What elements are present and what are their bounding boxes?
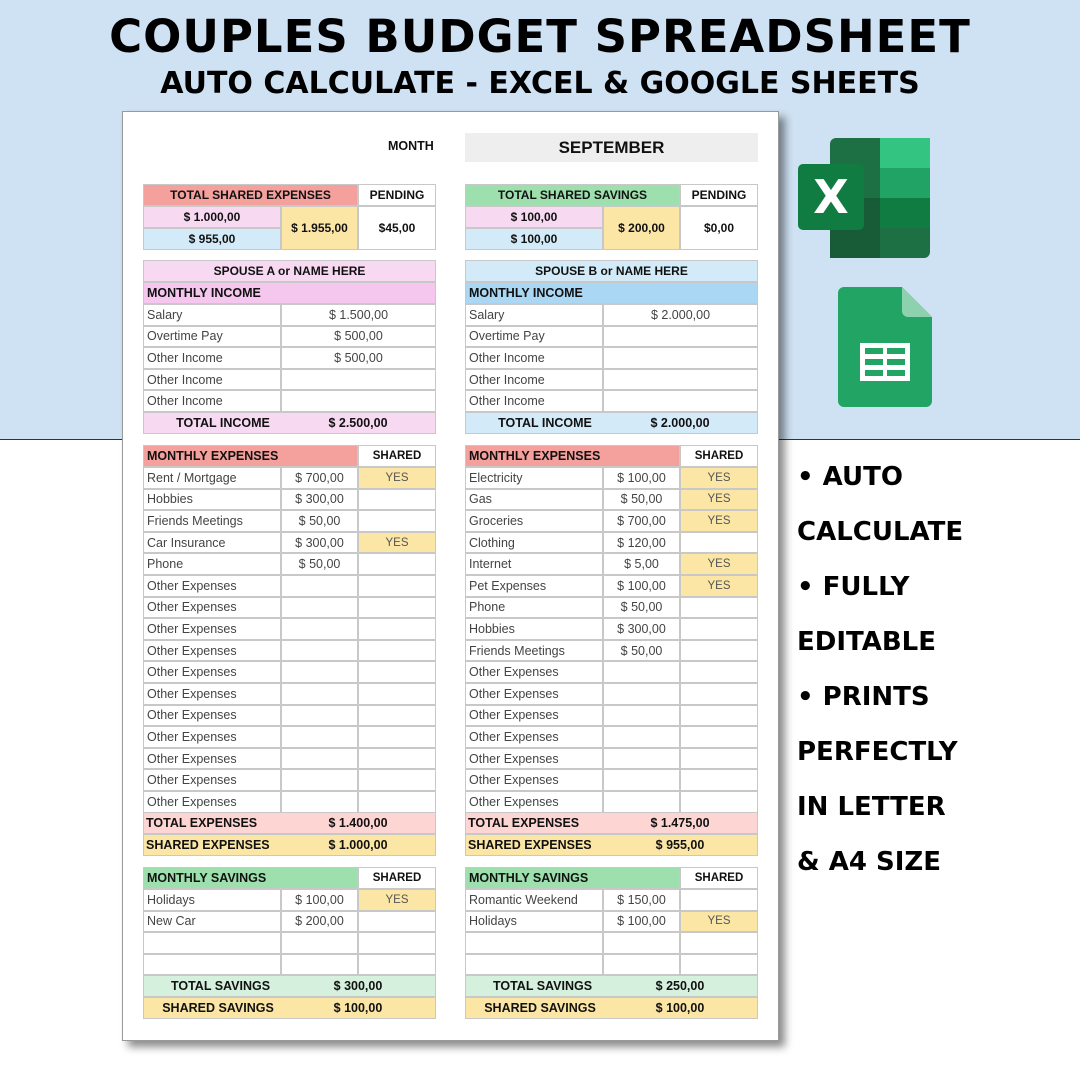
savings-shared-flag[interactable]: [680, 932, 758, 954]
expense-label[interactable]: Other Expenses: [143, 597, 281, 619]
expense-label[interactable]: Other Expenses: [465, 705, 603, 727]
expense-amount[interactable]: [281, 748, 358, 770]
expense-shared-flag[interactable]: YES: [680, 467, 758, 489]
shared-expenses-value: $ 955,00: [655, 838, 705, 852]
summary-total: $ 1.955,00: [281, 206, 358, 250]
income-amount[interactable]: $ 500,00: [281, 326, 436, 348]
expense-shared-flag[interactable]: [680, 705, 758, 727]
expense-shared-flag[interactable]: [358, 553, 436, 575]
feature-list: [797, 455, 1077, 895]
expense-label[interactable]: Friends Meetings: [143, 510, 281, 532]
shared-expenses-label: SHARED EXPENSES: [468, 838, 592, 852]
expense-label[interactable]: Other Expenses: [143, 705, 281, 727]
expense-label[interactable]: Internet: [465, 553, 603, 575]
feature-line: IN LETTER: [797, 792, 946, 822]
expense-shared-flag[interactable]: YES: [680, 510, 758, 532]
expense-label[interactable]: Groceries: [465, 510, 603, 532]
expense-amount[interactable]: $ 300,00: [603, 618, 680, 640]
expense-shared-flag[interactable]: [680, 597, 758, 619]
income-amount[interactable]: [281, 369, 436, 391]
spouse-name[interactable]: SPOUSE B or NAME HERE: [465, 260, 758, 282]
expense-label[interactable]: Other Expenses: [143, 769, 281, 791]
savings-label[interactable]: Holidays: [465, 911, 603, 933]
expense-amount[interactable]: [281, 661, 358, 683]
income-amount[interactable]: $ 500,00: [281, 347, 436, 369]
savings-shared-flag[interactable]: [680, 954, 758, 976]
savings-shared-flag[interactable]: YES: [358, 889, 436, 911]
summary-total: $ 200,00: [603, 206, 680, 250]
pending-header: PENDING: [680, 184, 758, 206]
summary-header: TOTAL SHARED SAVINGS: [465, 184, 680, 206]
shared-savings-value: $ 100,00: [655, 1001, 705, 1015]
expense-amount[interactable]: $ 50,00: [281, 510, 358, 532]
expense-shared-flag[interactable]: YES: [680, 489, 758, 511]
income-label[interactable]: Other Income: [143, 369, 281, 391]
total-savings-value: $ 250,00: [655, 979, 705, 993]
expense-amount[interactable]: [281, 597, 358, 619]
total-income-label: TOTAL INCOME: [176, 416, 270, 430]
total-savings-label: TOTAL SAVINGS: [492, 979, 593, 993]
expense-label[interactable]: Other Expenses: [465, 661, 603, 683]
expense-label[interactable]: Other Expenses: [143, 748, 281, 770]
shared-header: SHARED: [358, 445, 436, 467]
expense-shared-flag[interactable]: [358, 705, 436, 727]
expense-shared-flag[interactable]: [358, 510, 436, 532]
income-label[interactable]: Overtime Pay: [465, 326, 603, 348]
savings-amount[interactable]: $ 100,00: [603, 911, 680, 933]
expense-amount[interactable]: $ 300,00: [281, 532, 358, 554]
savings-amount[interactable]: [603, 932, 680, 954]
income-header: MONTHLY INCOME: [143, 282, 436, 304]
expense-label[interactable]: Car Insurance: [143, 532, 281, 554]
total-income-label: TOTAL INCOME: [498, 416, 592, 430]
shared-savings-value: $ 100,00: [333, 1001, 383, 1015]
expense-shared-flag[interactable]: YES: [358, 532, 436, 554]
expense-amount[interactable]: [603, 705, 680, 727]
expense-label[interactable]: Hobbies: [143, 489, 281, 511]
page-title: COUPLES BUDGET SPREADSHEET: [109, 10, 971, 63]
expense-shared-flag[interactable]: [358, 769, 436, 791]
expense-shared-flag[interactable]: [358, 575, 436, 597]
savings-shared-flag[interactable]: [680, 889, 758, 911]
shared-expenses-value: $ 1.000,00: [328, 838, 388, 852]
page-subtitle: AUTO CALCULATE - EXCEL & GOOGLE SHEETS: [160, 66, 920, 101]
expense-label[interactable]: Phone: [143, 553, 281, 575]
expense-shared-flag[interactable]: [358, 791, 436, 813]
expense-amount[interactable]: $ 50,00: [603, 597, 680, 619]
expense-amount[interactable]: [281, 769, 358, 791]
expense-shared-flag[interactable]: YES: [358, 467, 436, 489]
total-expenses-value: $ 1.400,00: [328, 816, 388, 830]
expense-label[interactable]: Hobbies: [465, 618, 603, 640]
expense-shared-flag[interactable]: [358, 597, 436, 619]
savings-shared-flag[interactable]: YES: [680, 911, 758, 933]
expense-amount[interactable]: [281, 726, 358, 748]
shared-header: SHARED: [680, 867, 758, 889]
income-label[interactable]: Other Income: [465, 347, 603, 369]
month-label: MONTH: [388, 139, 434, 153]
savings-label[interactable]: [143, 932, 281, 954]
expense-label[interactable]: Pet Expenses: [465, 575, 603, 597]
expense-amount[interactable]: [603, 661, 680, 683]
feature-line: • AUTO: [797, 462, 903, 492]
income-label[interactable]: Other Income: [465, 369, 603, 391]
savings-shared-flag[interactable]: [358, 932, 436, 954]
feature-line: EDITABLE: [797, 627, 937, 657]
savings-label[interactable]: [465, 932, 603, 954]
expense-label[interactable]: Other Expenses: [465, 791, 603, 813]
summary-header: TOTAL SHARED EXPENSES: [143, 184, 358, 206]
income-label[interactable]: Overtime Pay: [143, 326, 281, 348]
expense-amount[interactable]: $ 50,00: [603, 640, 680, 662]
total-expenses-label: TOTAL EXPENSES: [146, 816, 258, 830]
total-expenses-label: TOTAL EXPENSES: [468, 816, 580, 830]
expense-label[interactable]: Other Expenses: [143, 726, 281, 748]
shared-savings-label: SHARED SAVINGS: [162, 1001, 274, 1015]
svg-text:X: X: [813, 170, 849, 224]
expense-shared-flag[interactable]: [680, 769, 758, 791]
income-amount[interactable]: [603, 390, 758, 412]
month-value[interactable]: SEPTEMBER: [465, 133, 758, 162]
expense-shared-flag[interactable]: YES: [680, 575, 758, 597]
savings-label[interactable]: Holidays: [143, 889, 281, 911]
total-income-value: $ 2.000,00: [650, 416, 710, 430]
pending-value: $45,00: [358, 206, 436, 250]
savings-header: MONTHLY SAVINGS: [143, 867, 358, 889]
savings-amount[interactable]: [281, 954, 358, 976]
income-amount[interactable]: [281, 390, 436, 412]
expense-amount[interactable]: $ 50,00: [603, 489, 680, 511]
total-savings-label: TOTAL SAVINGS: [170, 979, 271, 993]
expense-amount[interactable]: [603, 726, 680, 748]
expense-label[interactable]: Other Expenses: [143, 575, 281, 597]
expenses-header: MONTHLY EXPENSES: [143, 445, 358, 467]
total-expenses-value: $ 1.475,00: [650, 816, 710, 830]
expense-amount[interactable]: $ 5,00: [603, 553, 680, 575]
total-savings-value: $ 300,00: [333, 979, 383, 993]
expense-shared-flag[interactable]: YES: [680, 553, 758, 575]
expense-shared-flag[interactable]: [680, 661, 758, 683]
expense-label[interactable]: Friends Meetings: [465, 640, 603, 662]
savings-label[interactable]: Romantic Weekend: [465, 889, 603, 911]
shared-savings-label: SHARED SAVINGS: [484, 1001, 596, 1015]
expense-amount[interactable]: [281, 683, 358, 705]
expense-amount[interactable]: $ 700,00: [603, 510, 680, 532]
feature-line: • FULLY: [797, 572, 910, 602]
savings-label[interactable]: New Car: [143, 911, 281, 933]
expenses-header: MONTHLY EXPENSES: [465, 445, 680, 467]
expense-amount[interactable]: $ 100,00: [603, 467, 680, 489]
feature-line: CALCULATE: [797, 517, 964, 547]
savings-label[interactable]: [465, 954, 603, 976]
expense-label[interactable]: Phone: [465, 597, 603, 619]
income-amount[interactable]: [603, 347, 758, 369]
expense-shared-flag[interactable]: [680, 748, 758, 770]
expense-label[interactable]: Electricity: [465, 467, 603, 489]
expense-label[interactable]: Other Expenses: [465, 748, 603, 770]
savings-shared-flag[interactable]: [358, 911, 436, 933]
pending-header: PENDING: [358, 184, 436, 206]
expense-label[interactable]: Other Expenses: [143, 791, 281, 813]
income-label[interactable]: Salary: [143, 304, 281, 326]
expense-shared-flag[interactable]: [358, 683, 436, 705]
expense-amount[interactable]: [603, 748, 680, 770]
expense-amount[interactable]: [281, 575, 358, 597]
google-sheets-logo-icon: [838, 285, 934, 410]
expense-label[interactable]: Other Expenses: [143, 683, 281, 705]
savings-shared-flag[interactable]: [358, 954, 436, 976]
savings-label[interactable]: [143, 954, 281, 976]
expense-amount[interactable]: [603, 683, 680, 705]
expense-shared-flag[interactable]: [358, 661, 436, 683]
expense-amount[interactable]: [281, 705, 358, 727]
spouse-a-value: $ 1.000,00: [143, 206, 281, 228]
shared-expenses-label: SHARED EXPENSES: [146, 838, 270, 852]
spouse-b-value: $ 100,00: [465, 228, 603, 250]
income-label[interactable]: Other Income: [465, 390, 603, 412]
savings-amount[interactable]: $ 100,00: [281, 889, 358, 911]
income-amount[interactable]: [603, 369, 758, 391]
expense-amount[interactable]: $ 700,00: [281, 467, 358, 489]
pending-value: $0,00: [680, 206, 758, 250]
expense-shared-flag[interactable]: [680, 640, 758, 662]
expense-label[interactable]: Other Expenses: [143, 661, 281, 683]
expense-shared-flag[interactable]: [358, 618, 436, 640]
expense-shared-flag[interactable]: [358, 748, 436, 770]
expense-shared-flag[interactable]: [680, 726, 758, 748]
expense-label[interactable]: Other Expenses: [465, 726, 603, 748]
feature-line: • PRINTS: [797, 682, 930, 712]
savings-amount[interactable]: [603, 954, 680, 976]
expense-label[interactable]: Rent / Mortgage: [143, 467, 281, 489]
expense-label[interactable]: Other Expenses: [465, 683, 603, 705]
expense-amount[interactable]: [281, 640, 358, 662]
expense-shared-flag[interactable]: [680, 618, 758, 640]
shared-header: SHARED: [358, 867, 436, 889]
savings-amount[interactable]: [281, 932, 358, 954]
expense-amount[interactable]: $ 100,00: [603, 575, 680, 597]
expense-shared-flag[interactable]: [358, 640, 436, 662]
expense-label[interactable]: Other Expenses: [143, 618, 281, 640]
expense-shared-flag[interactable]: [680, 683, 758, 705]
expense-amount[interactable]: [603, 791, 680, 813]
expense-label[interactable]: Gas: [465, 489, 603, 511]
expense-amount[interactable]: $ 50,00: [281, 553, 358, 575]
expense-amount[interactable]: $ 300,00: [281, 489, 358, 511]
expense-amount[interactable]: [603, 769, 680, 791]
income-amount[interactable]: $ 1.500,00: [281, 304, 436, 326]
expense-amount[interactable]: $ 120,00: [603, 532, 680, 554]
shared-header: SHARED: [680, 445, 758, 467]
expense-shared-flag[interactable]: [680, 791, 758, 813]
savings-amount[interactable]: $ 200,00: [281, 911, 358, 933]
feature-line: PERFECTLY: [797, 737, 958, 767]
expense-shared-flag[interactable]: [680, 532, 758, 554]
total-income-value: $ 2.500,00: [328, 416, 388, 430]
expense-shared-flag[interactable]: [358, 726, 436, 748]
spouse-name[interactable]: SPOUSE A or NAME HERE: [143, 260, 436, 282]
savings-amount[interactable]: $ 150,00: [603, 889, 680, 911]
income-header: MONTHLY INCOME: [465, 282, 758, 304]
expense-shared-flag[interactable]: [358, 489, 436, 511]
income-amount[interactable]: [603, 326, 758, 348]
feature-line: & A4 SIZE: [797, 847, 942, 877]
spouse-a-value: $ 100,00: [465, 206, 603, 228]
expense-label[interactable]: Other Expenses: [465, 769, 603, 791]
income-label[interactable]: Other Income: [143, 390, 281, 412]
income-label[interactable]: Salary: [465, 304, 603, 326]
expense-amount[interactable]: [281, 618, 358, 640]
savings-header: MONTHLY SAVINGS: [465, 867, 680, 889]
expense-amount[interactable]: [281, 791, 358, 813]
expense-label[interactable]: Clothing: [465, 532, 603, 554]
spouse-b-value: $ 955,00: [143, 228, 281, 250]
income-label[interactable]: Other Income: [143, 347, 281, 369]
income-amount[interactable]: $ 2.000,00: [603, 304, 758, 326]
expense-label[interactable]: Other Expenses: [143, 640, 281, 662]
excel-logo-icon: [796, 136, 936, 261]
budget-sheet: [122, 111, 779, 1041]
